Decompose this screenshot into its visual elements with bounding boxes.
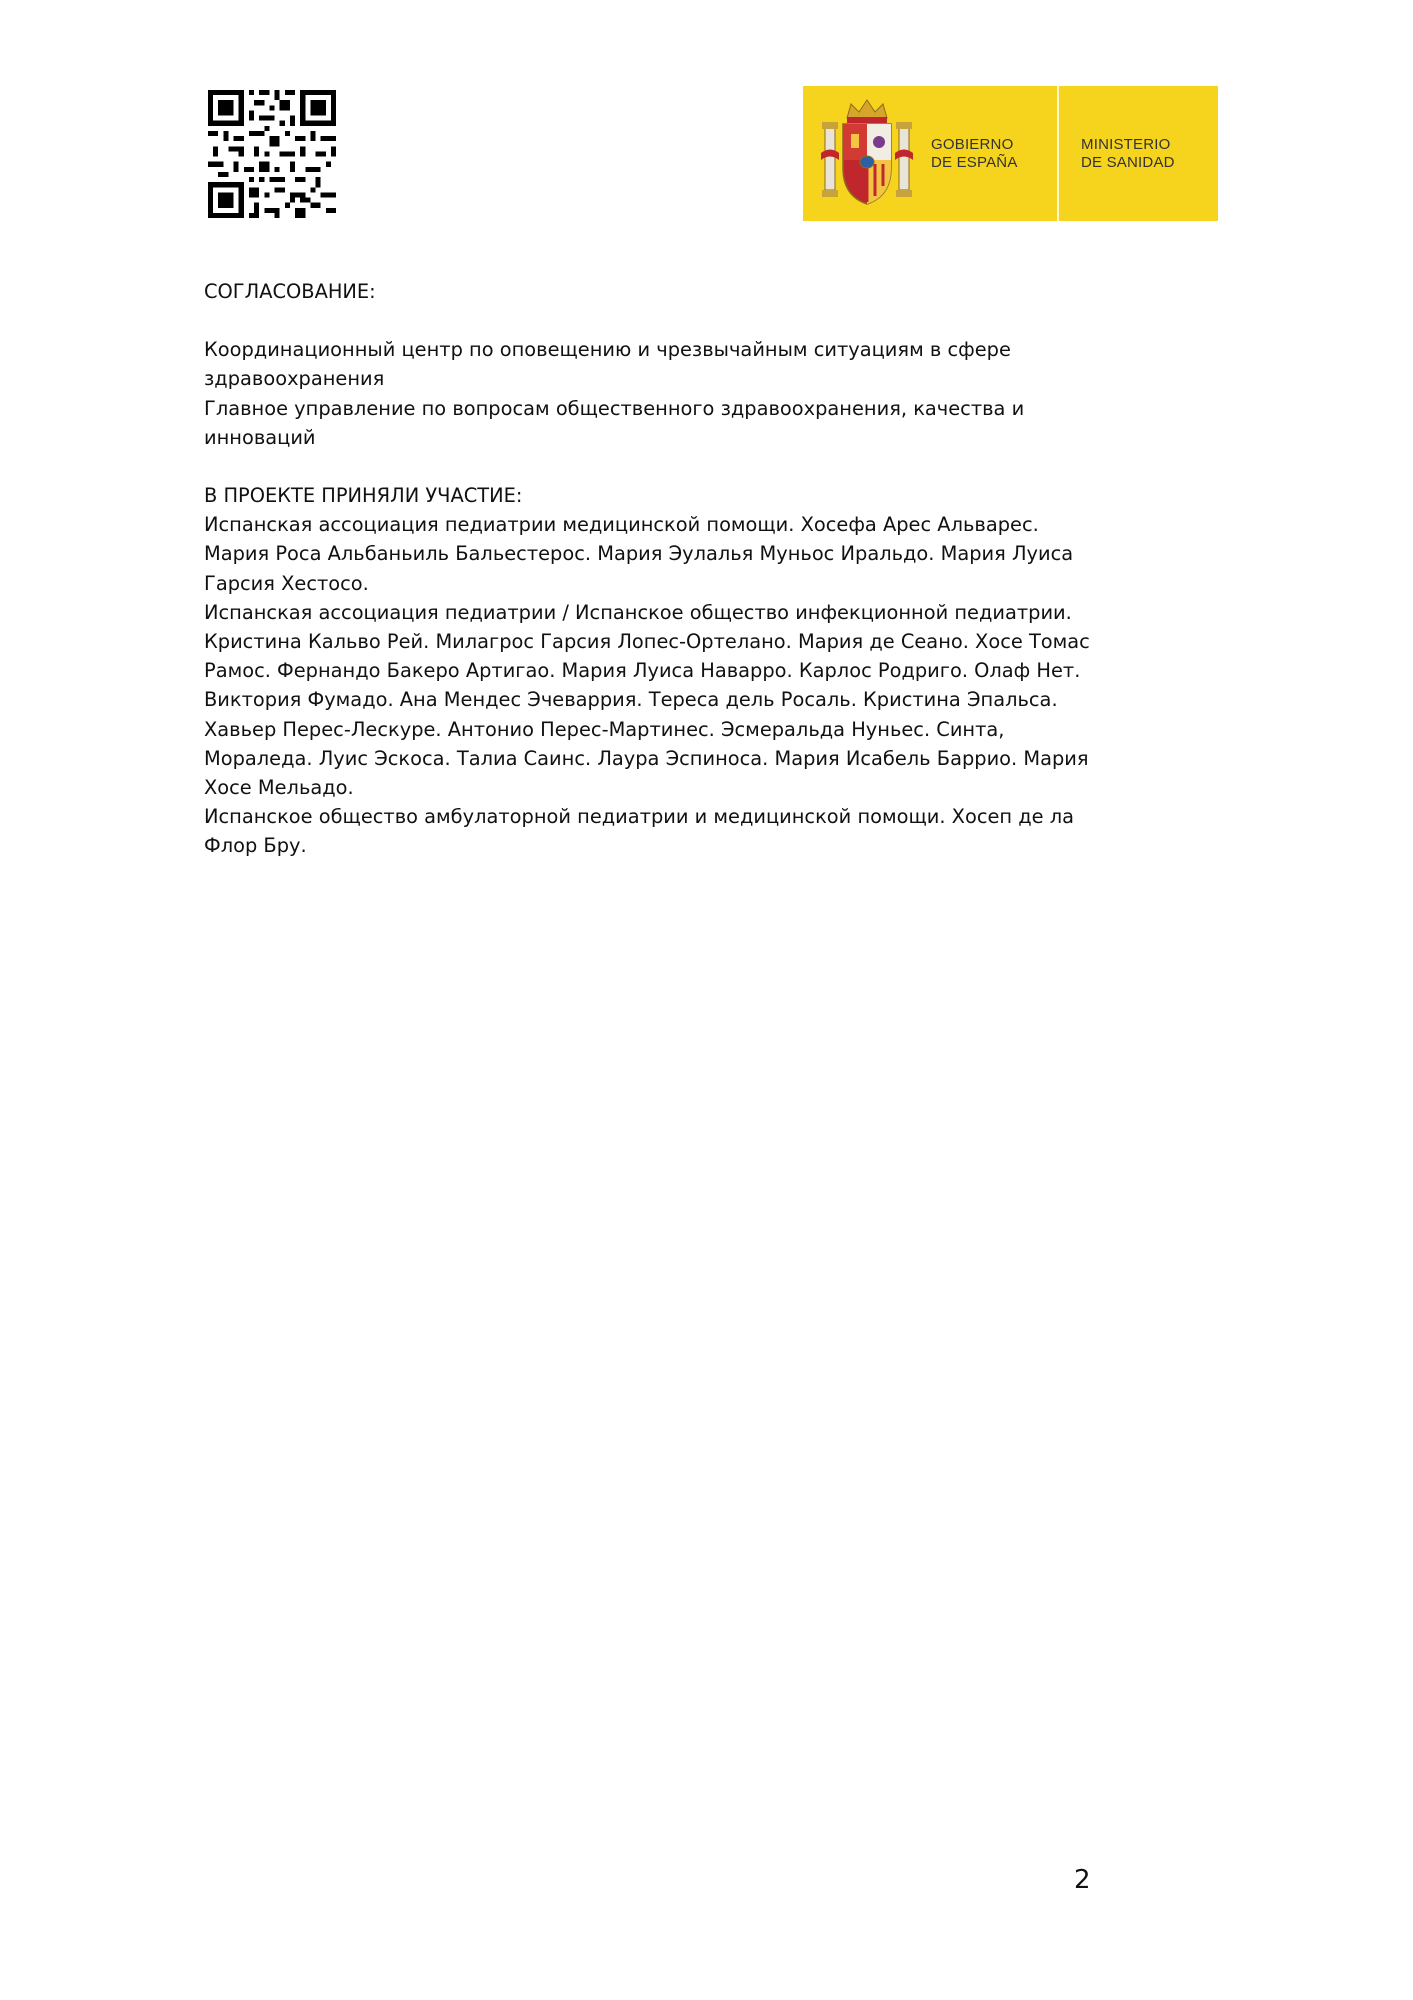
- approval-line: инноваций: [204, 425, 316, 449]
- logo-divider: [1057, 86, 1059, 221]
- participants-line: Испанская ассоциация педиатрии медицинской помощи. Хосефа Арес Альварес.: [204, 513, 1039, 537]
- approval-heading: СОГЛАСОВАНИЕ:: [204, 280, 376, 303]
- approval-line: Координационный центр по оповещению и чрезвычайным ситуациям в сфере: [204, 338, 1011, 362]
- participants-heading: В ПРОЕКТЕ ПРИНЯЛИ УЧАСТИЕ:: [204, 484, 523, 508]
- participants-line: Рамос. Фернандо Бакеро Артигао. Мария Луиса Наварро. Карлос Родриго. Олаф Нет.: [204, 659, 1081, 683]
- document-body: [204, 277, 1104, 861]
- approval-line: здравоохранения: [204, 367, 385, 391]
- participants-line: Испанская ассоциация педиатрии / Испанское общество инфекционной педиатрии.: [204, 600, 1072, 624]
- participants-line: Хосе Мельадо.: [204, 776, 354, 800]
- ministry-label: MINISTERIO DE SANIDAD: [1081, 135, 1175, 171]
- participants-line: Хавьер Перес-Лескуре. Антонио Перес-Мартинес. Эсмеральда Нуньес. Синта,: [204, 717, 1005, 741]
- ministry-logo: [803, 86, 1218, 221]
- coat-of-arms-icon: [821, 98, 913, 210]
- participants-line: Мария Роса Альбаньиль Бальестерос. Мария Эулалья Муньос Иральдо. Мария Луиса: [204, 542, 1074, 566]
- participants-line: Виктория Фумадо. Ана Мендес Эчеваррия. Тереса дель Росаль. Кристина Эпальса.: [204, 688, 1058, 712]
- participants-line: Кристина Кальво Рей. Милагрос Гарсия Лопес-Ортелано. Мария де Сеано. Хосе Томас: [204, 630, 1090, 654]
- participants-line: Флор Бру.: [204, 834, 307, 858]
- page-number: 2: [1074, 1865, 1091, 1895]
- approval-line: Главное управление по вопросам общественного здравоохранения, качества и: [204, 396, 1025, 420]
- participants-line: Испанское общество амбулаторной педиатрии и медицинской помощи. Хосеп де ла: [204, 805, 1075, 829]
- participants-line: Мораледа. Луис Эскоса. Талиа Саинс. Лаура Эспиноса. Мария Исабель Баррио. Мария: [204, 746, 1089, 770]
- qr-code-icon: [208, 90, 336, 218]
- government-label: GOBIERNO DE ESPAÑA: [931, 135, 1018, 171]
- participants-line: Гарсия Хестосо.: [204, 571, 369, 595]
